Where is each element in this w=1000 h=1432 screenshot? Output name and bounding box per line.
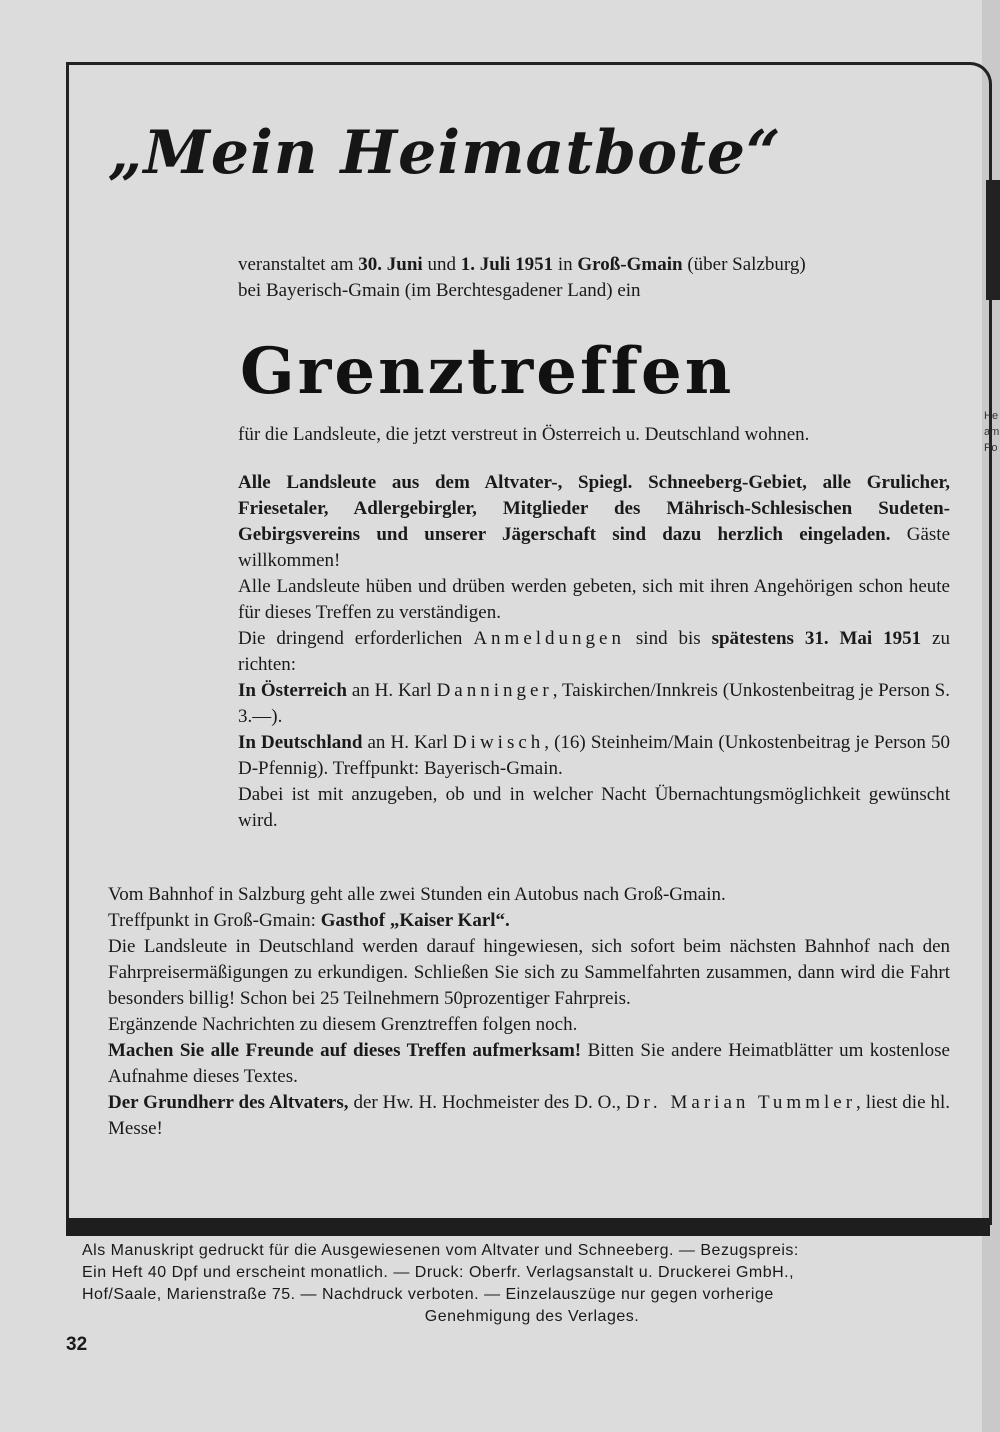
mass-text: der Hw. H. Hochmeister des D. O., (348, 1092, 626, 1113)
edge-text-line: He (984, 410, 999, 422)
page-title: „Mein Heimatbote“ (108, 118, 782, 188)
mass-paragraph (108, 1090, 950, 1142)
germany-label: In Deutschland (238, 732, 363, 753)
austria-label: In Österreich (238, 680, 347, 701)
invitation-paragraph (238, 470, 950, 574)
meeting-point-text: Treffpunkt in Groß-Gmain: (108, 910, 321, 931)
mass-celebrant-name: Dr. Marian Tummler (625, 1092, 857, 1113)
registration-paragraph (238, 626, 950, 678)
edge-text-line: am (984, 426, 1000, 438)
friends-text: Bitten Sie andere Heimatblätter um kostenlose Aufnahme dieses Textes. (108, 1040, 950, 1087)
austria-contact-paragraph (238, 678, 950, 730)
more-news-paragraph: Ergänzende Nachrichten zu diesem Grenztreffen folgen noch. (108, 1014, 578, 1035)
registration-spaced: Anmeldungen (473, 628, 625, 649)
germany-text: , (16) Steinheim/Main (Unkostenbeitrag je Person 50 D-Pfennig). Treffpunkt: Bayerisch-Gmain. (238, 732, 950, 779)
intro-text (238, 252, 950, 304)
registration-text: zu richten: (238, 628, 950, 675)
germany-contact-name: Diwisch (452, 732, 545, 753)
imprint-line-2: Ein Heft 40 Dpf und erscheint monatlich. — Druck: Oberfr. Verlagsanstalt u. Druckerei GmbH., (82, 1264, 795, 1281)
fares-paragraph: Die Landsleute in Deutschland werden darauf hingewiesen, sich sofort beim nächsten Bahnhof nach den Fahrpreisermäßigungen zu erkundigen. Schließen Sie sich zu Sammelfahrten zusammen, dann wird die Fahrt besonders billig! Schon bei 25 Teilnehmern 50prozentiger Fahrpreis. (108, 936, 950, 1009)
meeting-point-venue: Gasthof „Kaiser Karl“. (320, 910, 510, 931)
austria-text: , Taiskirchen/Innkreis (Unkostenbeitrag je Person S. 3.—). (238, 680, 950, 727)
frame-bottom-rule (66, 1218, 990, 1236)
meeting-point-paragraph (108, 908, 950, 934)
coordination-paragraph: Alle Landsleute hüben und drüben werden gebeten, sich mit ihren Angehörigen schon heute für dieses Treffen zu verständigen. (238, 576, 950, 623)
friends-bold: Machen Sie alle Freunde auf dieses Treffen aufmerksam! (108, 1040, 582, 1061)
intro-text-part: (über Salzburg) (682, 254, 806, 275)
audience-line: für die Landsleute, die jetzt verstreut in Österreich u. Deutschland wohnen. (238, 424, 810, 445)
invitation-rest: Gäste willkommen! (238, 524, 951, 571)
imprint-footer (82, 1240, 982, 1328)
registration-text: Die dringend erforderlichen (238, 628, 474, 649)
bus-paragraph: Vom Bahnhof in Salzburg geht alle zwei Stunden ein Autobus nach Groß-Gmain. (108, 884, 726, 905)
edge-text-line: Po (984, 442, 998, 454)
austria-contact-name: Danninger (436, 680, 553, 701)
intro-date-1: 30. Juni (358, 254, 423, 275)
intro-date-2: 1. Juli 1951 (460, 254, 554, 275)
intro-text-part: in (553, 254, 578, 275)
austria-text: an H. Karl (346, 680, 437, 701)
headline: Grenztreffen (240, 334, 735, 409)
invitation-bold: Alle Landsleute aus dem Altvater-, Spiegl. Schneeberg-Gebiet, alle Grulicher, Friesetaler, Adlergebirgler, Mitglieder des Mährisch-Schlesischen Sudeten-Gebirgsvereins und unserer Jägerschaft sind dazu herzlich eingeladen. (238, 472, 950, 545)
intro-place: Groß-Gmain (577, 254, 683, 275)
mass-text: , liest die hl. Messe! (108, 1092, 950, 1139)
imprint-line-1: Als Manuskript gedruckt für die Ausgewiesenen vom Altvater und Schneeberg. — Bezugspreis: (82, 1242, 799, 1259)
registration-deadline: spätestens 31. Mai 1951 (711, 628, 922, 649)
imprint-line-3: Hof/Saale, Marienstraße 75. — Nachdruck verboten. — Einzelauszüge nur gegen vorherige (82, 1286, 774, 1303)
intro-text-part: und (422, 254, 461, 275)
germany-text: an H. Karl (362, 732, 453, 753)
intro-text-part: veranstaltet am (238, 254, 359, 275)
germany-contact-paragraph (238, 730, 950, 782)
main-body (238, 470, 950, 834)
intro-line-1 (238, 252, 950, 278)
mass-bold: Der Grundherr des Altvaters, (108, 1092, 349, 1113)
intro-line-2: bei Bayerisch-Gmain (im Berchtesgadener Land) ein (238, 280, 641, 301)
imprint-line-4: Genehmigung des Verlages. (424, 1308, 640, 1325)
travel-info (108, 882, 950, 1142)
overnight-paragraph: Dabei ist mit anzugeben, ob und in welcher Nacht Übernachtungsmöglichkeit gewünscht wird. (238, 784, 950, 831)
page-number: 32 (66, 1334, 88, 1355)
registration-text: sind bis (624, 628, 712, 649)
friends-paragraph (108, 1038, 950, 1090)
